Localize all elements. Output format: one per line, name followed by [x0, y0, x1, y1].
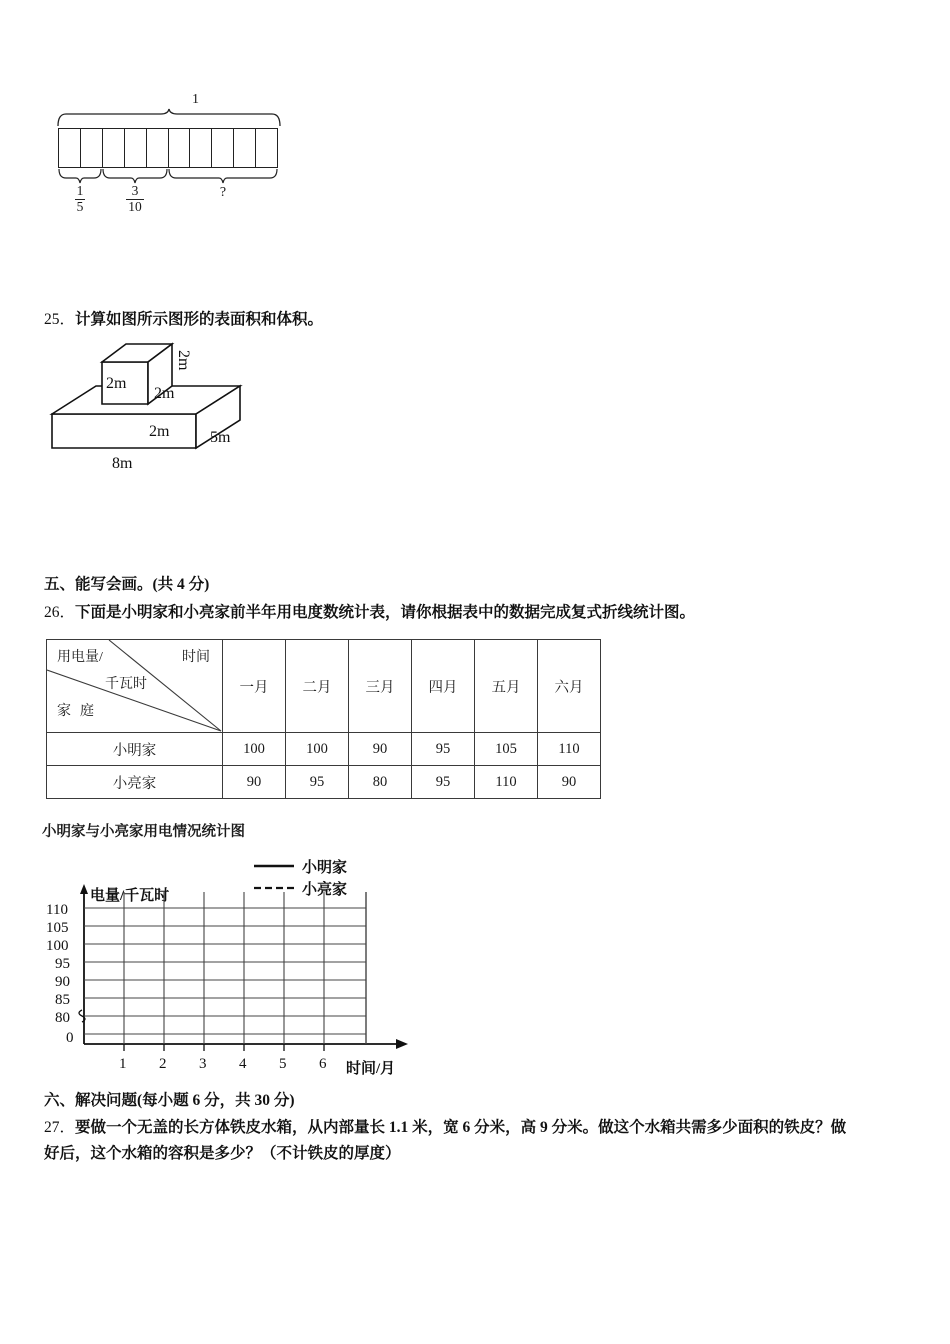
table-cell: 90 — [223, 766, 286, 799]
x-tick-label: 6 — [319, 1056, 327, 1072]
cube-depth-dimension-label: 2m — [154, 385, 175, 402]
fraction-denominator: 5 — [76, 198, 84, 214]
table-cell: 110 — [475, 766, 538, 799]
y-axis-label: 电量/千瓦时 — [90, 888, 170, 904]
y-tick-label: 0 — [66, 1030, 74, 1046]
question-27-line1: 要做一个无盖的长方体铁皮水箱，从内部量长 1.1 米，宽 6 分米，高 9 分米。做这个水箱共需多少面积的铁皮？做 — [75, 1119, 847, 1136]
y-tick-label: 110 — [46, 902, 68, 918]
x-axis-label: 时间/月 — [346, 1061, 396, 1076]
table-cell: 110 — [538, 733, 601, 766]
table-column-header: 四月 — [412, 640, 475, 733]
fraction-denominator: 10 — [128, 198, 142, 214]
table-cell: 95 — [286, 766, 349, 799]
bar-segment — [190, 129, 212, 167]
table-cell: 100 — [286, 733, 349, 766]
question-26-number: 26． — [44, 604, 76, 621]
fraction-label-one-fifth — [62, 184, 98, 214]
bar-segment — [59, 129, 81, 167]
table-row-label: 小明家 — [47, 733, 223, 766]
corner-label-family: 家庭 — [57, 704, 103, 719]
fraction-bar — [58, 128, 278, 168]
legend-label-xiaoming: 小明家 — [302, 860, 348, 876]
x-tick-label: 3 — [199, 1056, 207, 1072]
bar-segment — [147, 129, 169, 167]
fraction-bar-figure — [40, 92, 340, 217]
cube-front-dimension-label: 2m — [106, 375, 127, 392]
table-column-header: 六月 — [538, 640, 601, 733]
chart-title: 小明家与小亮家用电情况统计图 — [42, 824, 245, 840]
question-27-line2: 好后，这个水箱的容积是多少？（不计铁皮的厚度） — [44, 1145, 401, 1162]
section-5-heading: 五、能写会画。(共 4 分) — [44, 576, 210, 593]
table-cell: 95 — [412, 766, 475, 799]
corner-label-usage: 用电量/ — [57, 650, 103, 665]
bar-segment — [103, 129, 125, 167]
question-27-number: 27． — [44, 1119, 76, 1136]
table-cell: 80 — [349, 766, 412, 799]
table-cell: 105 — [475, 733, 538, 766]
cube-height-dimension-label: 2m — [175, 350, 192, 371]
fraction-bar-total-label: 1 — [192, 92, 199, 107]
question-27 — [44, 1115, 846, 1141]
y-tick-label: 90 — [55, 974, 70, 990]
y-tick-label: 85 — [55, 992, 70, 1008]
table-cell: 100 — [223, 733, 286, 766]
bar-segment — [234, 129, 256, 167]
table-cell: 95 — [412, 733, 475, 766]
bar-segment — [81, 129, 103, 167]
table-column-header: 二月 — [286, 640, 349, 733]
legend-label-xiaoliang: 小亮家 — [302, 882, 348, 898]
bar-segment — [169, 129, 191, 167]
composite-solid-figure — [44, 336, 294, 476]
table-row — [47, 766, 601, 799]
box-height-dimension-label: 2m — [149, 423, 170, 440]
y-tick-label: 80 — [55, 1010, 70, 1026]
x-axis-arrow-icon — [396, 1039, 408, 1049]
table-column-header: 五月 — [475, 640, 538, 733]
double-line-chart — [46, 846, 466, 1076]
question-26 — [44, 600, 695, 626]
bar-segment — [256, 129, 277, 167]
table-cell: 90 — [538, 766, 601, 799]
fraction-numerator: 3 — [131, 183, 139, 198]
table-header-row — [47, 640, 601, 733]
bottom-brace-unknown-icon — [168, 168, 278, 184]
x-tick-label: 2 — [159, 1056, 167, 1072]
question-25 — [44, 307, 323, 333]
x-tick-label: 1 — [119, 1056, 127, 1072]
section-6-heading: 六、解决问题(每小题 6 分，共 30 分) — [44, 1092, 295, 1109]
table-row-label: 小亮家 — [47, 766, 223, 799]
y-tick-label: 105 — [46, 920, 69, 936]
y-tick-label: 100 — [46, 938, 69, 954]
table-cell: 90 — [349, 733, 412, 766]
fraction-label-unknown: ? — [219, 185, 227, 200]
question-25-number: 25． — [44, 311, 76, 328]
table-corner-header — [47, 640, 223, 733]
bar-segment — [125, 129, 147, 167]
corner-label-time: 时间 — [182, 650, 210, 665]
fraction-numerator: 1 — [76, 183, 84, 198]
table-column-header: 三月 — [349, 640, 412, 733]
box-depth-dimension-label: 5m — [210, 429, 231, 446]
x-tick-label: 4 — [239, 1056, 247, 1072]
y-tick-label: 95 — [55, 956, 70, 972]
fraction-label-three-tenths — [117, 184, 153, 214]
question-25-text: 计算如图所示图形的表面积和体积。 — [75, 311, 324, 328]
corner-label-unit: 千瓦时 — [105, 677, 147, 692]
box-width-dimension-label: 8m — [112, 455, 133, 472]
bar-segment — [212, 129, 234, 167]
x-tick-label: 5 — [279, 1056, 287, 1072]
bottom-brace-fifth-icon — [58, 168, 102, 184]
question-26-text: 下面是小明家和小亮家前半年用电度数统计表，请你根据表中的数据完成复式折线统计图。 — [75, 604, 696, 621]
table-column-header: 一月 — [223, 640, 286, 733]
top-brace-icon — [56, 108, 282, 128]
bottom-brace-threetenths-icon — [102, 168, 168, 184]
table-row — [47, 733, 601, 766]
electricity-usage-table — [46, 639, 601, 799]
